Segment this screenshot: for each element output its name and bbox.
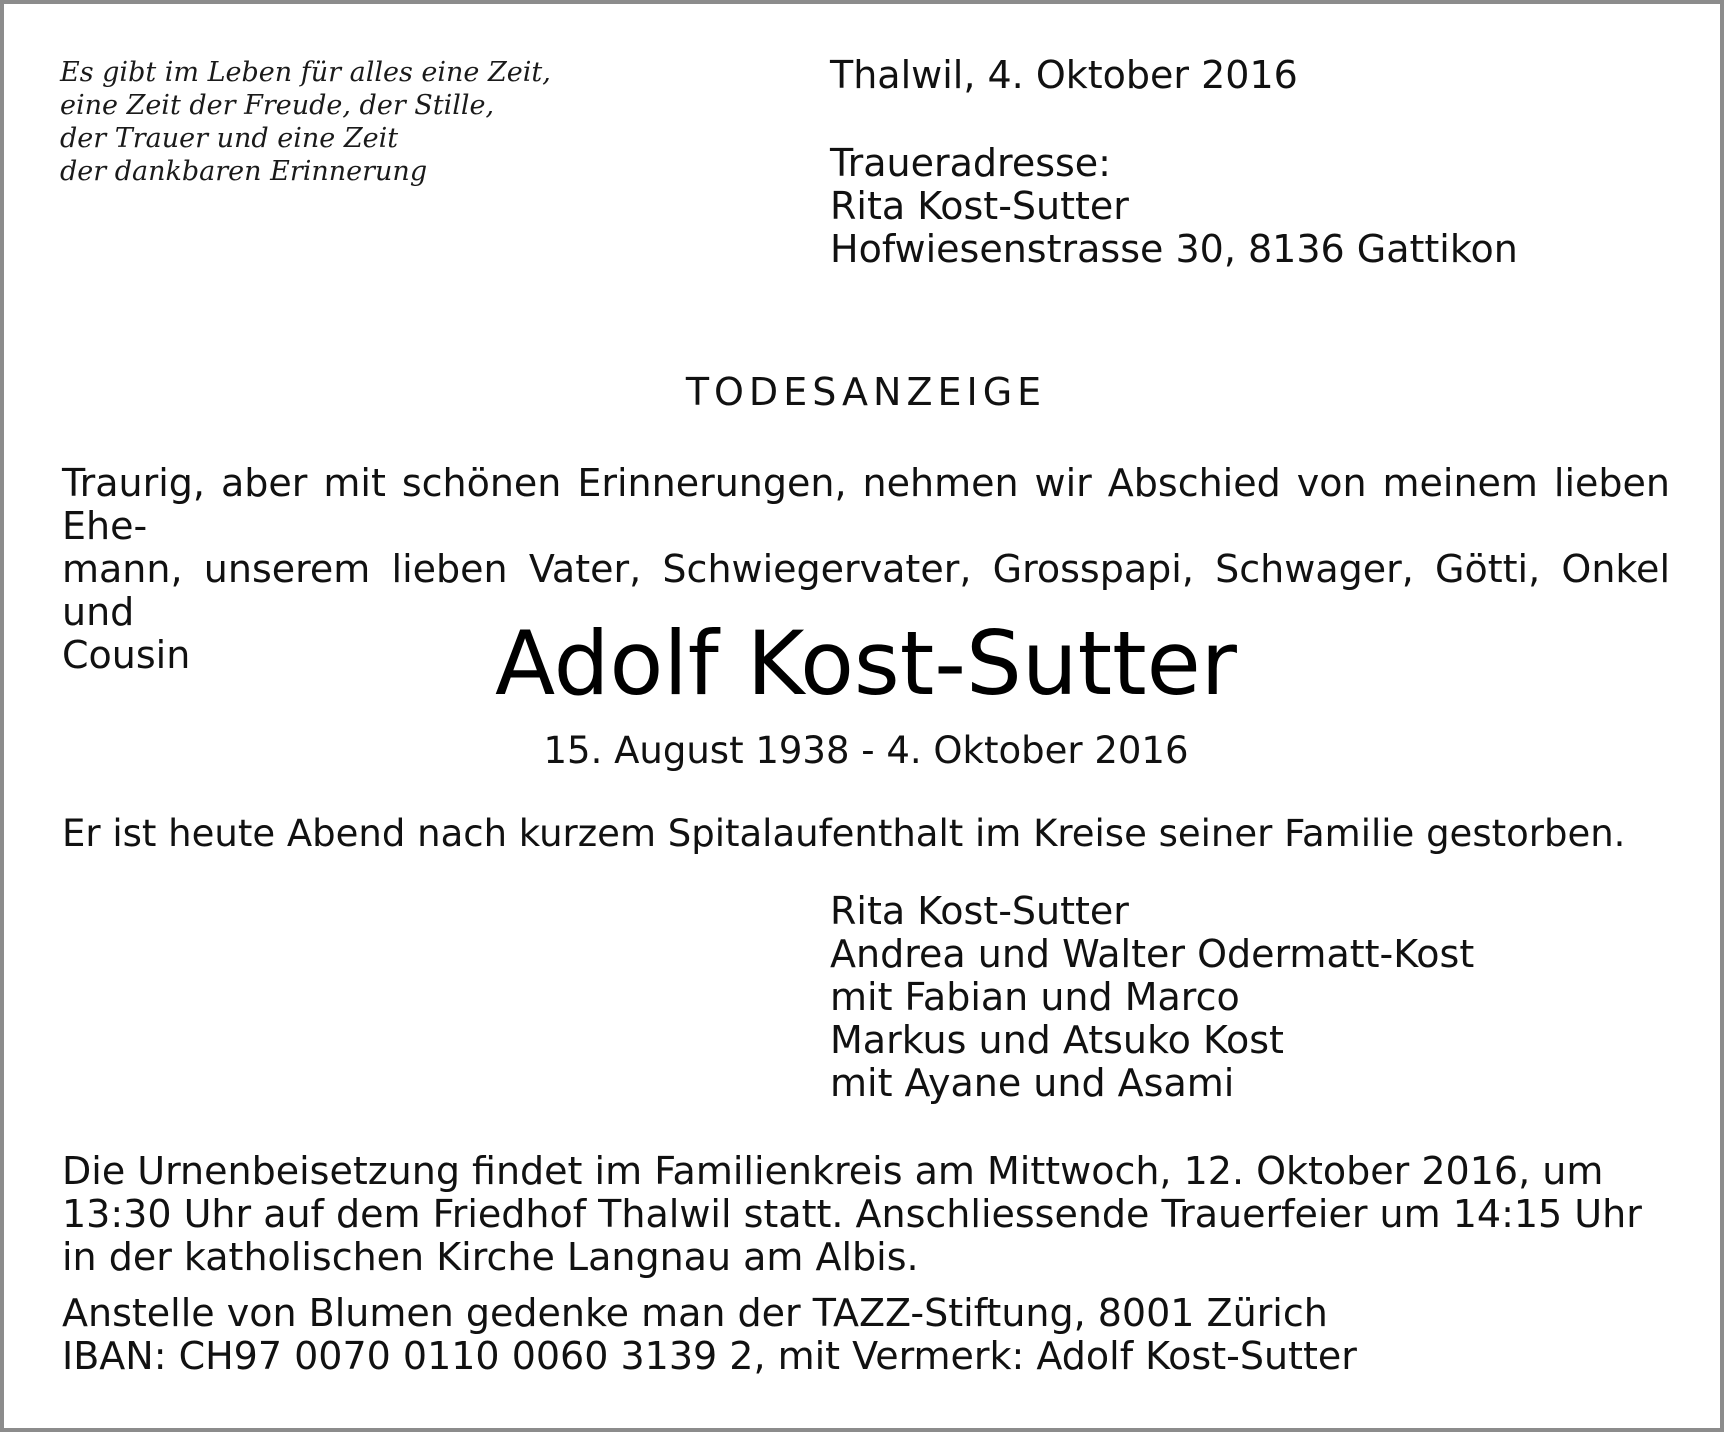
death-statement: Er ist heute Abend nach kurzem Spitalaufenthalt im Kreise seiner Familie gestorben. [62, 812, 1626, 855]
intro-line: Cousin [62, 633, 191, 677]
place-and-date: Thalwil, 4. Oktober 2016 [830, 53, 1298, 97]
family-line: Rita Kost-Sutter [830, 889, 1129, 933]
burial-line: Die Urnenbeisetzung findet im Familienkreis am Mittwoch, 12. Oktober 2016, um [62, 1149, 1604, 1193]
family-line: Markus und Atsuko Kost [830, 1018, 1284, 1062]
donation-information [62, 1292, 1662, 1378]
address-line: Rita Kost-Sutter [830, 184, 1129, 228]
address-line: Hofwiesenstrasse 30, 8136 Gattikon [830, 227, 1518, 271]
motto-line: Es gibt im Leben für alles eine Zeit, [60, 57, 551, 88]
donation-line: Anstelle von Blumen gedenke man der TAZZ-Stiftung, 8001 Zürich [62, 1291, 1328, 1335]
family-line: mit Ayane und Asami [830, 1061, 1235, 1105]
intro-line: mann, unserem lieben Vater, Schwiegervater, Grosspapi, Schwager, Götti, Onkel und [62, 547, 1670, 634]
motto-quote [60, 56, 700, 188]
motto-line: eine Zeit der Freude, der Stille, [60, 90, 495, 121]
burial-information [62, 1150, 1662, 1279]
deceased-name: Adolf Kost-Sutter [495, 612, 1237, 715]
family-signatures [830, 890, 1474, 1105]
family-line: Andrea und Walter Odermatt-Kost [830, 932, 1475, 976]
burial-line: 13:30 Uhr auf dem Friedhof Thalwil statt. Anschliessende Trauerfeier um 14:15 Uhr [62, 1192, 1642, 1236]
address-line: Traueradresse: [830, 141, 1111, 185]
motto-line: der dankbaren Erinnerung [60, 156, 428, 187]
intro-line: Traurig, aber mit schönen Erinnerungen, nehmen wir Abschied von meinem lieben Ehe- [62, 461, 1670, 548]
motto-line: der Trauer und eine Zeit [60, 123, 399, 154]
mourning-address [830, 142, 1518, 271]
family-line: mit Fabian und Marco [830, 975, 1240, 1019]
burial-line: in der katholischen Kirche Langnau am Albis. [62, 1235, 919, 1279]
donation-line: IBAN: CH97 0070 0110 0060 3139 2, mit Vermerk: Adolf Kost-Sutter [62, 1334, 1357, 1378]
notice-heading: TODESANZEIGE [685, 370, 1047, 414]
life-dates: 15. August 1938 - 4. Oktober 2016 [543, 729, 1189, 772]
